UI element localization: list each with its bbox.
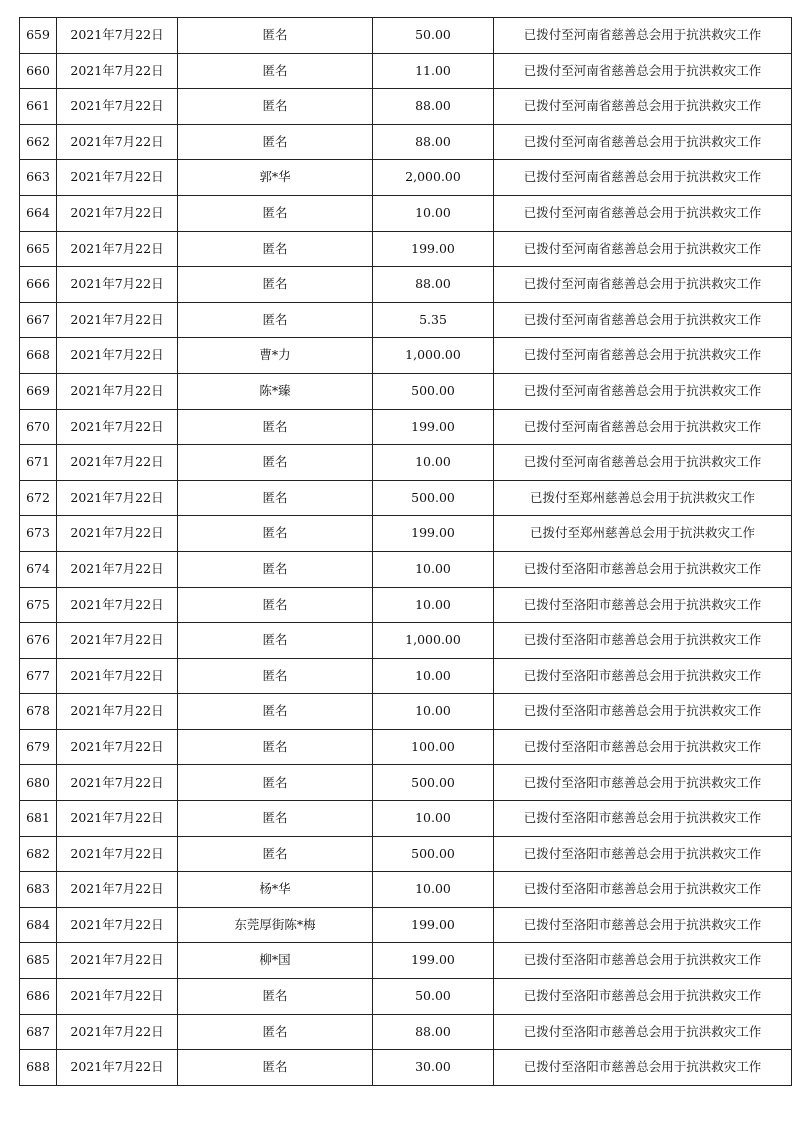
date-cell: 2021年7月22日 [57,53,178,89]
date-cell: 2021年7月22日 [57,195,178,231]
table-row [20,18,792,54]
table-row [20,445,792,481]
donor-cell: 匿名 [178,480,373,516]
amount-cell: 10.00 [373,587,494,623]
donor-cell: 匿名 [178,587,373,623]
row-number-cell: 669 [20,373,57,409]
amount-cell: 10.00 [373,445,494,481]
date-cell: 2021年7月22日 [57,694,178,730]
amount-cell: 50.00 [373,979,494,1015]
amount-cell: 199.00 [373,409,494,445]
amount-cell: 10.00 [373,658,494,694]
table-row [20,658,792,694]
table-row [20,338,792,374]
table-row [20,231,792,267]
date-cell: 2021年7月22日 [57,1014,178,1050]
donor-cell: 匿名 [178,445,373,481]
table-row [20,409,792,445]
row-number-cell: 680 [20,765,57,801]
amount-cell: 11.00 [373,53,494,89]
donor-cell: 匿名 [178,979,373,1015]
note-cell: 已拨付至洛阳市慈善总会用于抗洪救灾工作 [494,729,792,765]
amount-cell: 88.00 [373,267,494,303]
date-cell: 2021年7月22日 [57,89,178,125]
date-cell: 2021年7月22日 [57,658,178,694]
row-number-cell: 679 [20,729,57,765]
amount-cell: 10.00 [373,801,494,837]
date-cell: 2021年7月22日 [57,765,178,801]
table-row [20,302,792,338]
table-row [20,551,792,587]
table-row [20,694,792,730]
date-cell: 2021年7月22日 [57,729,178,765]
row-number-cell: 682 [20,836,57,872]
date-cell: 2021年7月22日 [57,409,178,445]
donor-cell: 郭*华 [178,160,373,196]
note-cell: 已拨付至河南省慈善总会用于抗洪救灾工作 [494,267,792,303]
row-number-cell: 674 [20,551,57,587]
donor-cell: 匿名 [178,18,373,54]
donor-cell: 东莞厚街陈*梅 [178,907,373,943]
row-number-cell: 673 [20,516,57,552]
note-cell: 已拨付至洛阳市慈善总会用于抗洪救灾工作 [494,1014,792,1050]
date-cell: 2021年7月22日 [57,18,178,54]
row-number-cell: 686 [20,979,57,1015]
row-number-cell: 661 [20,89,57,125]
row-number-cell: 684 [20,907,57,943]
amount-cell: 10.00 [373,195,494,231]
donor-cell: 杨*华 [178,872,373,908]
row-number-cell: 675 [20,587,57,623]
note-cell: 已拨付至洛阳市慈善总会用于抗洪救灾工作 [494,907,792,943]
row-number-cell: 663 [20,160,57,196]
note-cell: 已拨付至河南省慈善总会用于抗洪救灾工作 [494,124,792,160]
note-cell: 已拨付至洛阳市慈善总会用于抗洪救灾工作 [494,551,792,587]
donation-table [19,17,792,1086]
date-cell: 2021年7月22日 [57,979,178,1015]
date-cell: 2021年7月22日 [57,587,178,623]
date-cell: 2021年7月22日 [57,231,178,267]
note-cell: 已拨付至河南省慈善总会用于抗洪救灾工作 [494,160,792,196]
donor-cell: 匿名 [178,89,373,125]
note-cell: 已拨付至河南省慈善总会用于抗洪救灾工作 [494,195,792,231]
date-cell: 2021年7月22日 [57,480,178,516]
note-cell: 已拨付至洛阳市慈善总会用于抗洪救灾工作 [494,979,792,1015]
table-row [20,89,792,125]
date-cell: 2021年7月22日 [57,160,178,196]
amount-cell: 100.00 [373,729,494,765]
table-row [20,979,792,1015]
amount-cell: 88.00 [373,1014,494,1050]
table-row [20,1050,792,1086]
date-cell: 2021年7月22日 [57,801,178,837]
row-number-cell: 668 [20,338,57,374]
row-number-cell: 667 [20,302,57,338]
donor-cell: 匿名 [178,1014,373,1050]
table-row [20,124,792,160]
donor-cell: 匿名 [178,729,373,765]
table-row [20,907,792,943]
table-row [20,765,792,801]
amount-cell: 10.00 [373,694,494,730]
date-cell: 2021年7月22日 [57,516,178,552]
date-cell: 2021年7月22日 [57,445,178,481]
donor-cell: 匿名 [178,53,373,89]
note-cell: 已拨付至河南省慈善总会用于抗洪救灾工作 [494,373,792,409]
date-cell: 2021年7月22日 [57,302,178,338]
note-cell: 已拨付至郑州慈善总会用于抗洪救灾工作 [494,480,792,516]
date-cell: 2021年7月22日 [57,943,178,979]
row-number-cell: 672 [20,480,57,516]
table-row [20,516,792,552]
donation-table-body [20,18,792,1086]
row-number-cell: 670 [20,409,57,445]
row-number-cell: 664 [20,195,57,231]
table-row [20,872,792,908]
date-cell: 2021年7月22日 [57,124,178,160]
donor-cell: 匿名 [178,124,373,160]
note-cell: 已拨付至河南省慈善总会用于抗洪救灾工作 [494,409,792,445]
donor-cell: 匿名 [178,551,373,587]
amount-cell: 88.00 [373,124,494,160]
table-row [20,801,792,837]
note-cell: 已拨付至河南省慈善总会用于抗洪救灾工作 [494,53,792,89]
amount-cell: 500.00 [373,480,494,516]
donor-cell: 匿名 [178,836,373,872]
amount-cell: 199.00 [373,907,494,943]
amount-cell: 199.00 [373,231,494,267]
date-cell: 2021年7月22日 [57,836,178,872]
donor-cell: 柳*国 [178,943,373,979]
amount-cell: 10.00 [373,551,494,587]
table-row [20,267,792,303]
row-number-cell: 665 [20,231,57,267]
amount-cell: 199.00 [373,943,494,979]
table-row [20,195,792,231]
date-cell: 2021年7月22日 [57,1050,178,1086]
row-number-cell: 666 [20,267,57,303]
row-number-cell: 681 [20,801,57,837]
donor-cell: 曹*力 [178,338,373,374]
amount-cell: 500.00 [373,373,494,409]
donor-cell: 匿名 [178,409,373,445]
row-number-cell: 688 [20,1050,57,1086]
table-row [20,1014,792,1050]
note-cell: 已拨付至洛阳市慈善总会用于抗洪救灾工作 [494,943,792,979]
date-cell: 2021年7月22日 [57,907,178,943]
date-cell: 2021年7月22日 [57,551,178,587]
donor-cell: 匿名 [178,658,373,694]
amount-cell: 500.00 [373,836,494,872]
donor-cell: 匿名 [178,195,373,231]
note-cell: 已拨付至洛阳市慈善总会用于抗洪救灾工作 [494,801,792,837]
note-cell: 已拨付至洛阳市慈善总会用于抗洪救灾工作 [494,872,792,908]
note-cell: 已拨付至郑州慈善总会用于抗洪救灾工作 [494,516,792,552]
row-number-cell: 677 [20,658,57,694]
amount-cell: 1,000.00 [373,623,494,659]
note-cell: 已拨付至洛阳市慈善总会用于抗洪救灾工作 [494,587,792,623]
donor-cell: 匿名 [178,302,373,338]
donor-cell: 匿名 [178,267,373,303]
note-cell: 已拨付至河南省慈善总会用于抗洪救灾工作 [494,338,792,374]
row-number-cell: 683 [20,872,57,908]
table-row [20,729,792,765]
date-cell: 2021年7月22日 [57,267,178,303]
donor-cell: 匿名 [178,765,373,801]
donor-cell: 匿名 [178,801,373,837]
row-number-cell: 662 [20,124,57,160]
amount-cell: 500.00 [373,765,494,801]
amount-cell: 88.00 [373,89,494,125]
donor-cell: 匿名 [178,623,373,659]
note-cell: 已拨付至河南省慈善总会用于抗洪救灾工作 [494,18,792,54]
table-row [20,480,792,516]
note-cell: 已拨付至洛阳市慈善总会用于抗洪救灾工作 [494,836,792,872]
amount-cell: 5.35 [373,302,494,338]
note-cell: 已拨付至洛阳市慈善总会用于抗洪救灾工作 [494,694,792,730]
amount-cell: 2,000.00 [373,160,494,196]
amount-cell: 199.00 [373,516,494,552]
note-cell: 已拨付至洛阳市慈善总会用于抗洪救灾工作 [494,1050,792,1086]
donor-cell: 陈*臻 [178,373,373,409]
note-cell: 已拨付至洛阳市慈善总会用于抗洪救灾工作 [494,658,792,694]
table-row [20,623,792,659]
row-number-cell: 687 [20,1014,57,1050]
row-number-cell: 685 [20,943,57,979]
donor-cell: 匿名 [178,516,373,552]
table-row [20,373,792,409]
donor-cell: 匿名 [178,231,373,267]
table-row [20,587,792,623]
note-cell: 已拨付至河南省慈善总会用于抗洪救灾工作 [494,302,792,338]
amount-cell: 1,000.00 [373,338,494,374]
date-cell: 2021年7月22日 [57,373,178,409]
date-cell: 2021年7月22日 [57,338,178,374]
table-row [20,836,792,872]
note-cell: 已拨付至河南省慈善总会用于抗洪救灾工作 [494,89,792,125]
table-row [20,53,792,89]
donor-cell: 匿名 [178,1050,373,1086]
table-row [20,160,792,196]
row-number-cell: 660 [20,53,57,89]
row-number-cell: 676 [20,623,57,659]
row-number-cell: 671 [20,445,57,481]
table-row [20,943,792,979]
note-cell: 已拨付至河南省慈善总会用于抗洪救灾工作 [494,445,792,481]
note-cell: 已拨付至洛阳市慈善总会用于抗洪救灾工作 [494,765,792,801]
note-cell: 已拨付至河南省慈善总会用于抗洪救灾工作 [494,231,792,267]
amount-cell: 30.00 [373,1050,494,1086]
note-cell: 已拨付至洛阳市慈善总会用于抗洪救灾工作 [494,623,792,659]
date-cell: 2021年7月22日 [57,872,178,908]
date-cell: 2021年7月22日 [57,623,178,659]
row-number-cell: 659 [20,18,57,54]
row-number-cell: 678 [20,694,57,730]
amount-cell: 10.00 [373,872,494,908]
amount-cell: 50.00 [373,18,494,54]
donor-cell: 匿名 [178,694,373,730]
